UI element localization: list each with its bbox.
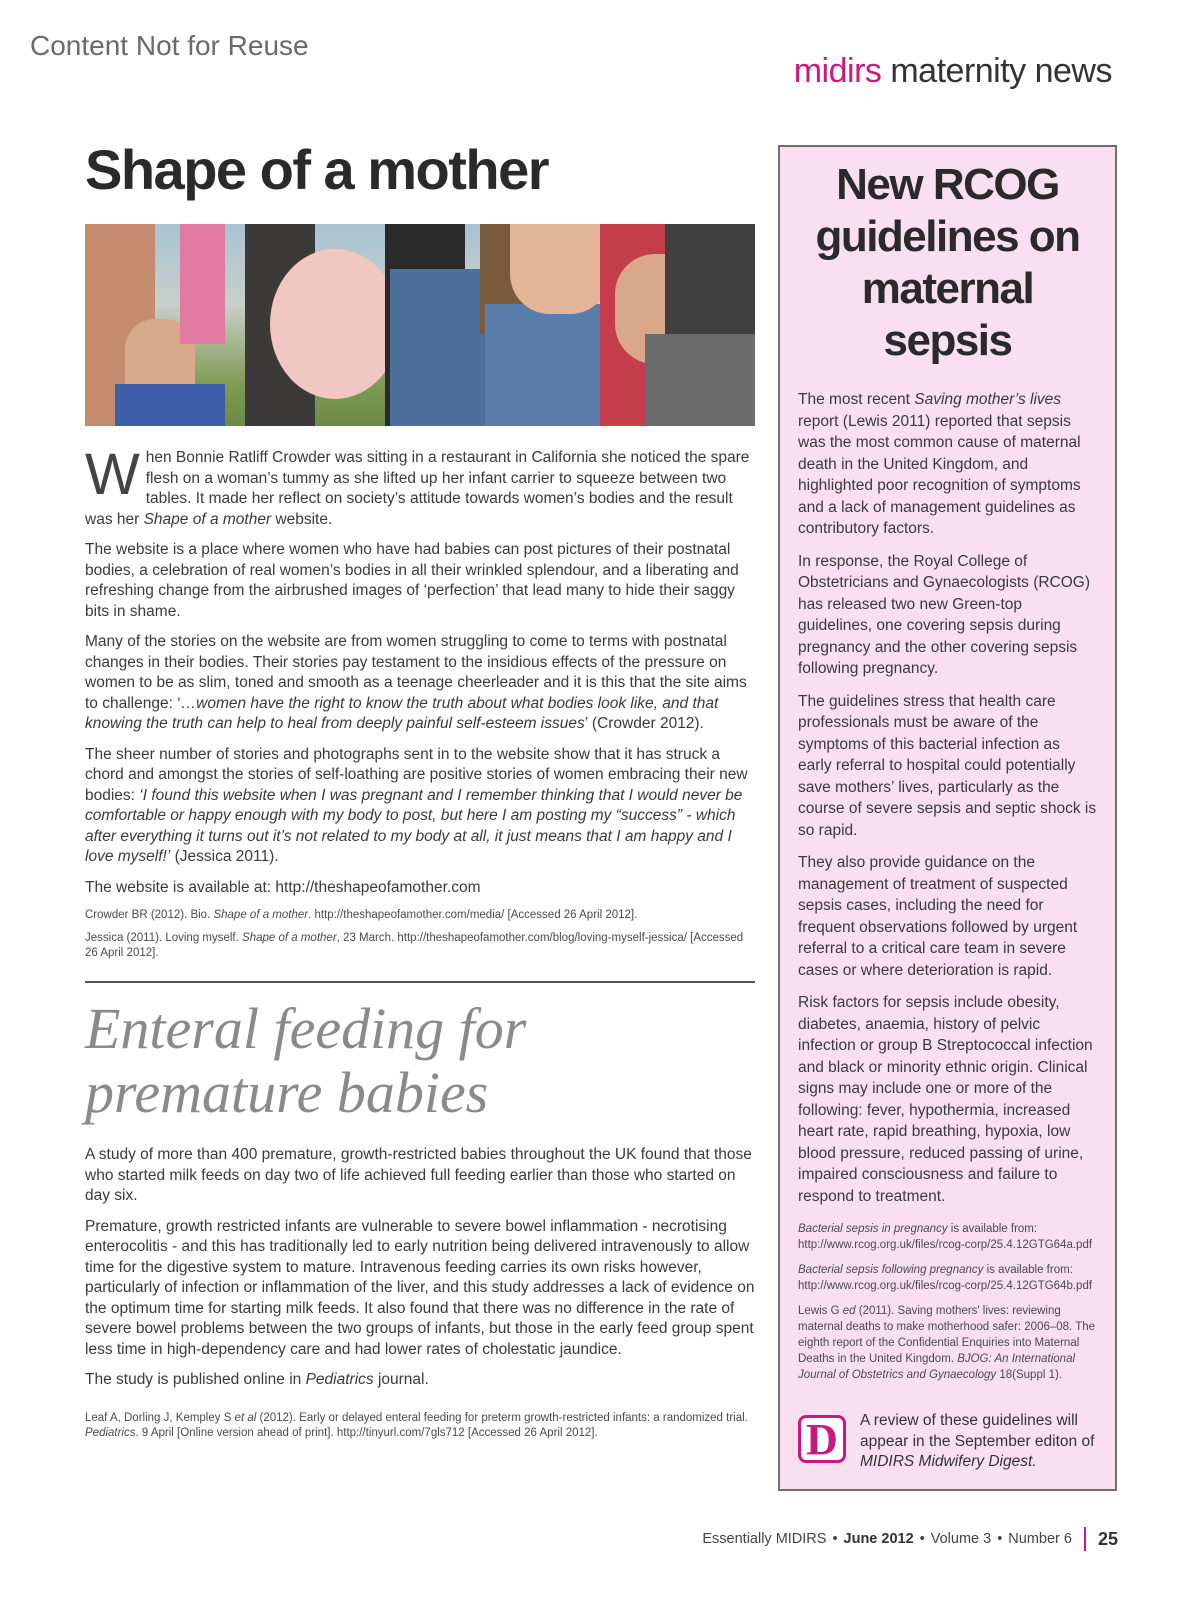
footer-bullet: •	[832, 1531, 838, 1547]
article1-website-link[interactable]: The website is available at: http://theshapeofamother.com	[85, 878, 481, 896]
masthead-logo	[794, 52, 1112, 91]
reference-text: . 9 April [Online version ahead of print]. http://tinyurl.com/7gls712 [Accessed 26 April 2012].	[135, 1426, 598, 1439]
footer-bullet: •	[997, 1531, 1003, 1547]
reference-italic: BJOG: An International Journal of Obstetrics and Gynaecology	[798, 1353, 1076, 1381]
article2-paragraph	[85, 1370, 755, 1391]
footer-bullet: •	[919, 1531, 925, 1547]
reference-item	[798, 1303, 1097, 1383]
article1-text: Many of the stories on the website are from women struggling to come to terms with postnatal changes in their bodies. Their stories pay testament to the insidious effects of the pressure on women to be as slim, toned and smooth as a teenage cheerleader and it is this that the site aims to challenge: ‘	[85, 633, 747, 712]
sidebar-paragraph: The guidelines stress that health care professionals must be aware of the symptoms of this bacterial infection as early referral to hospital could potentially save mothers’ lives, particularly as the course of severe sepsis and septic shock is so rapid.	[798, 692, 1097, 839]
sidebar-title-line: maternal sepsis	[861, 264, 1034, 365]
article2-title-line: Enteral feeding for	[85, 996, 527, 1061]
reference-link[interactable]: is available from: http://www.rcog.org.uk/files/rcog-corp/25.4.12GTG64a.pdf	[798, 1223, 1093, 1251]
masthead-rest: maternity news	[881, 52, 1112, 90]
sidebar-text: The most recent	[798, 391, 915, 408]
article2-paragraph: A study of more than 400 premature, growth-restricted babies throughout the UK found that those who started milk feeds on day two of life achieved full feeding earlier than those who started on day six.	[85, 1146, 752, 1204]
page-number: 25	[1097, 1528, 1118, 1549]
midirs-digest-logo-icon: D	[798, 1415, 846, 1463]
sidebar-references	[798, 1221, 1097, 1383]
article1-paragraph	[85, 745, 755, 868]
reference-italic: ed	[842, 1305, 856, 1317]
reference-text: , 23 March. http://theshapeofamother.com/blog/loving-myself-jessica/ [Accessed 26 April 2012].	[85, 932, 744, 959]
article-photo	[85, 224, 755, 426]
article1-paragraph	[85, 442, 755, 530]
journal-name: Pediatrics	[305, 1371, 374, 1388]
article2-text: journal.	[373, 1371, 429, 1388]
reference-item	[85, 931, 755, 961]
sidebar-paragraph	[798, 389, 1097, 540]
reference-text: Crowder BR (2012). Bio.	[85, 909, 214, 921]
sidebar-title-line: New RCOG	[836, 160, 1059, 209]
digest-title: MIDIRS Midwifery Digest.	[860, 1453, 1037, 1470]
reference-item	[798, 1262, 1097, 1294]
reference-title: Bacterial sepsis in pregnancy	[798, 1223, 948, 1235]
reference-text: Leaf A, Dorling J, Kempley S	[85, 1411, 235, 1424]
digest-promo	[798, 1411, 1097, 1473]
article1-body	[85, 442, 755, 898]
reference-text: . http://theshapeofamother.com/media/ [Accessed 26 April 2012].	[308, 909, 638, 921]
reference-title: Bacterial sepsis following pregnancy	[798, 1264, 984, 1276]
masthead-brand: midirs	[793, 52, 882, 90]
sidebar-paragraph: Risk factors for sepsis include obesity, diabetes, anaemia, history of pelvic infection or group B Streptococcal infection and black or minority ethnic origin. Clinical signs may include one or more of the following: fever, hypothermia, increased heart rate, rapid breathing, hypoxia, low blood pressure, reduced passing of urine, impaired consciousness and failure to respond to treatment.	[798, 994, 1093, 1205]
reference-text: 18(Suppl 1).	[996, 1369, 1063, 1381]
sidebar-title-line: guidelines on	[815, 212, 1080, 261]
reference-item	[85, 908, 755, 923]
article1-quote: …women have the right to know the truth about what bodies look like, and that knowing the truth can help to heal from deeply painful self-esteem issues	[85, 694, 719, 732]
reference-text: (2012). Early or delayed enteral feeding for preterm growth-restricted infants: a randomized trial.	[256, 1411, 748, 1424]
sidebar-body	[798, 389, 1097, 1207]
reference-item	[798, 1221, 1097, 1253]
footer-volume: Volume 3	[930, 1531, 992, 1547]
article2-text: The study is published online in	[85, 1371, 306, 1388]
article1-text: ’ (Crowder 2012).	[584, 715, 704, 732]
article2-reference	[85, 1411, 755, 1441]
article2-title	[85, 997, 755, 1125]
article1-website-name: Shape of a mother	[143, 510, 272, 528]
article-title: Shape of a mother	[85, 138, 549, 201]
article1-paragraph	[85, 632, 755, 735]
reference-text: Jessica (2011). Loving myself.	[85, 932, 243, 944]
reference-text: (2011). Saving mothers' lives: reviewing maternal deaths to make motherhood safer: 2006–08. The eighth report of the Confidential Enquiries into Maternal Deaths in the United Kingdom.	[798, 1305, 1096, 1365]
reference-title: Shape of a mother	[242, 932, 337, 944]
article1-text: (Jessica 2011).	[170, 848, 279, 865]
article1-text: website.	[271, 510, 333, 528]
sidebar-title	[798, 159, 1097, 367]
sidebar-text: report (Lewis 2011) reported that sepsis was the most common cause of maternal death in the United Kingdom, and highlighted poor recognition of symptoms and a lack of management guidelines as contributory factors.	[798, 412, 1081, 537]
sidebar-paragraph: They also provide guidance on the management of treatment of suspected sepsis cases, including the need for frequent observations followed by urgent referral to a critical care team in severe cases or where deterioration is rapid.	[798, 854, 1078, 979]
sidebar-box	[778, 145, 1117, 1491]
footer-date: June 2012	[843, 1531, 914, 1547]
sidebar-paragraph: In response, the Royal College of Obstetricians and Gynaecologists (RCOG) has released two new Green-top guidelines, one covering sepsis during pregnancy and the other covering sepsis following pregnancy.	[798, 552, 1091, 677]
reference-link[interactable]: is available from: http://www.rcog.org.uk/files/rcog-corp/25.4.12GTG64b.pdf	[798, 1264, 1093, 1292]
page-footer	[702, 1527, 1118, 1551]
article2-paragraph: Premature, growth restricted infants are vulnerable to severe bowel inflammation - necrotising enterocolitis - and this has traditionally led to early nutrition being delivered intravenously to allow time for the digestive system to mature. Intravenous feeding carries its own risks however, particularly of infection or inflammation of the liver, and this study addresses a lack of evidence on the optimum time for starting milk feeds. It also found that there was no difference in the rate of severe bowel problems between the two groups of infants, but those in the early feed group spent less time in high-dependency care and had lower rates of cholestatic jaundice.	[85, 1217, 755, 1358]
article1-text: hen Bonnie Ratliff Crowder was sitting in a restaurant in California she noticed the spare flesh on a woman’s tummy as she lifted up her infant carrier to squeeze between two tables. It made her reflect on society’s attitude towards women’s bodies and the result was her	[85, 449, 750, 528]
article1-paragraph: The website is a place where women who have had babies can post pictures of their postnatal bodies, a celebration of real women’s bodies in all their wrinkled splendour, and a liberating and refreshing change from the airbrushed images of ‘perfection’ that lead many to hide their saggy bits in shame.	[85, 541, 739, 620]
digest-text: A review of these guidelines will appear in the September editon of	[860, 1412, 1095, 1450]
section-divider	[85, 981, 755, 983]
footer-number: Number 6	[1008, 1531, 1072, 1547]
watermark-text: Content Not for Reuse	[30, 30, 309, 61]
article2-title-line: premature babies	[85, 1060, 489, 1125]
reference-text: Lewis G	[798, 1305, 843, 1317]
drop-cap: W	[85, 442, 140, 507]
article1-quote: ‘I found this website when I was pregnant and I remember thinking that I would never be comfortable or happy enough with my body to post, but here I am posting my “success” - which after everything it turns out it’s not related to my body at all, it just means that I am happy and I love myself!’	[85, 786, 743, 865]
main-column	[85, 130, 755, 1441]
report-title: Saving mother’s lives	[914, 391, 1062, 408]
reference-italic: Pediatrics	[85, 1426, 136, 1439]
digest-promo-text	[860, 1411, 1097, 1473]
footer-divider	[1084, 1527, 1086, 1551]
article1-text: The sheer number of stories and photographs sent in to the website show that it has struck a chord and amongst the stories of self-loathing are positive stories of women embracing their new bodies:	[85, 745, 748, 804]
reference-italic: et al	[234, 1411, 257, 1424]
article2-body	[85, 1145, 755, 1391]
footer-publication: Essentially MIDIRS	[702, 1531, 827, 1547]
article1-references	[85, 908, 755, 961]
reference-title: Shape of a mother	[213, 909, 309, 921]
